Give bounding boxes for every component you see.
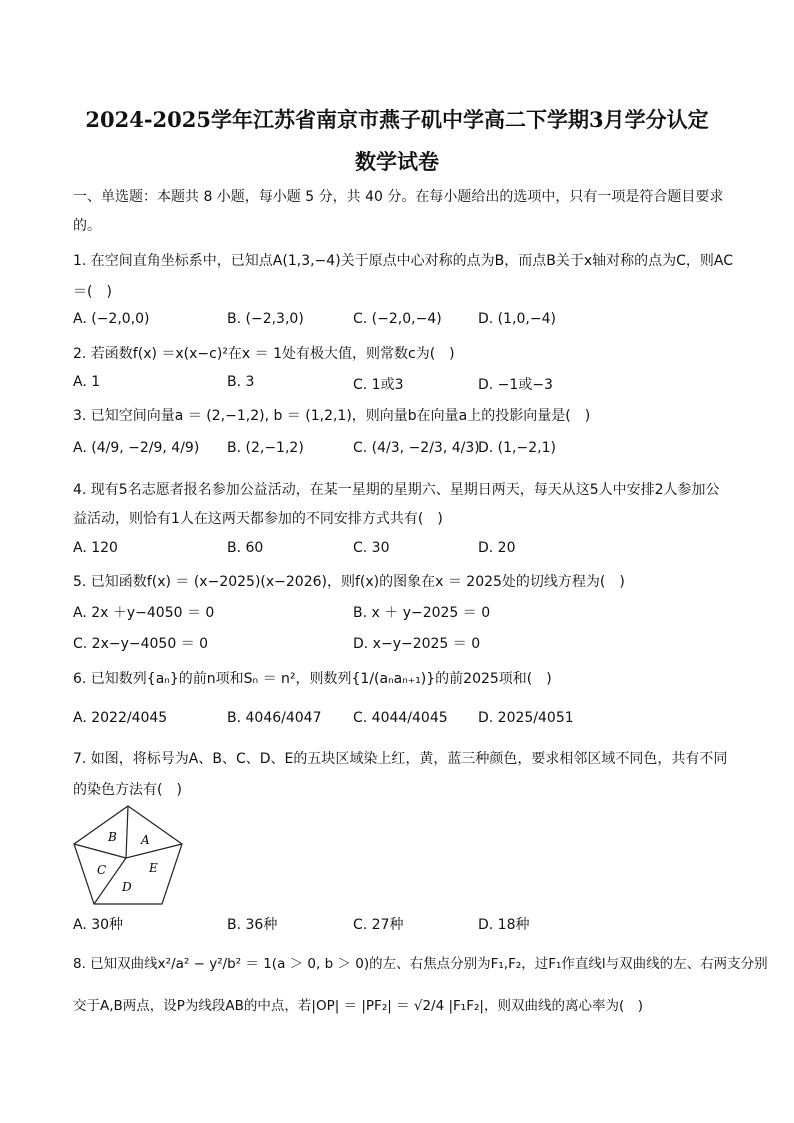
question-1-option-c[interactable]: C. (−2,0,−4) (353, 311, 442, 327)
question-6-option-d[interactable]: D. 2025/4051 (478, 710, 574, 726)
question-7-stem-cont: 的染色方法有( ) (73, 782, 182, 798)
question-5-option-d[interactable]: D. x−y−2025 ＝ 0 (353, 636, 481, 652)
question-6-option-b[interactable]: B. 4046/4047 (227, 710, 322, 726)
question-6-option-a[interactable]: A. 2022/4045 (73, 710, 168, 726)
question-4-stem: 4. 现有5名志愿者报名参加公益活动，在某一星期的星期六、星期日两天，每天从这5人中安排2人参加公 (73, 482, 720, 498)
question-3-option-b[interactable]: B. (2,−1,2) (227, 440, 304, 456)
question-7-stem: 7. 如图，将标号为A、B、C、D、E的五块区域染上红，黄，蓝三种颜色，要求相邻区域不同色，共有不同 (73, 751, 728, 767)
question-1-option-d[interactable]: D. (1,0,−4) (478, 311, 556, 327)
question-3-option-c[interactable]: C. (4/3, −2/3, 4/3) (353, 440, 480, 456)
region-label-b: B (108, 830, 117, 844)
question-5-option-b[interactable]: B. x ＋ y−2025 ＝ 0 (353, 605, 491, 621)
question-1-stem-cont: ＝( ) (73, 284, 112, 300)
question-2-option-c[interactable]: C. 1或3 (353, 377, 404, 393)
question-8-stem: 8. 已知双曲线x²/a² − y²/b² ＝ 1(a ＞ 0, b ＞ 0)的左、右焦点分别为F₁,F₂，过F₁作直线l与双曲线的左、右两支分别 (73, 956, 768, 972)
question-3-stem: 3. 已知空间向量a ＝ (2,−1,2), b ＝ (1,2,1)，则向量b在向量a上的投影向量是( ) (73, 408, 591, 424)
question-8-stem-cont: 交于A,B两点，设P为线段AB的中点，若|OP| ＝ |PF₂| ＝ √2/4 |F₁F₂|，则双曲线的离心率为( ) (73, 998, 643, 1014)
question-1-stem: 1. 在空间直角坐标系中，已知点A(1,3,−4)关于原点中心对称的点为B，而点B关于x轴对称的点为C，则AC (73, 253, 734, 269)
question-3-option-d[interactable]: D. (1,−2,1) (478, 440, 556, 456)
question-5-option-a[interactable]: A. 2x ＋y−4050 ＝ 0 (73, 605, 215, 621)
region-label-c: C (97, 863, 107, 877)
question-5-stem: 5. 已知函数f(x) ＝ (x−2025)(x−2026)，则f(x)的图象在x ＝ 2025处的切线方程为( ) (73, 574, 625, 590)
question-7-option-b[interactable]: B. 36种 (227, 917, 278, 933)
region-label-d: D (122, 880, 132, 894)
question-7-option-d[interactable]: D. 18种 (478, 917, 530, 933)
section-heading-cont: 的。 (73, 218, 101, 234)
region-label-e: E (149, 861, 158, 875)
page-subtitle: 数学试卷 (355, 149, 439, 174)
question-4-option-b[interactable]: B. 60 (227, 540, 264, 556)
question-2-option-a[interactable]: A. 1 (73, 374, 101, 390)
question-4-option-c[interactable]: C. 30 (353, 540, 390, 556)
region-label-a: A (141, 833, 150, 847)
question-1-option-b[interactable]: B. (−2,3,0) (227, 311, 304, 327)
question-5-option-c[interactable]: C. 2x−y−4050 ＝ 0 (73, 636, 209, 652)
page-title: 2024-2025学年江苏省南京市燕子矶中学高二下学期3月学分认定 (85, 107, 709, 132)
section-heading: 一、单选题：本题共 8 小题，每小题 5 分，共 40 分。在每小题给出的选项中，只有一项是符合题目要求 (73, 189, 724, 205)
question-6-option-c[interactable]: C. 4044/4045 (353, 710, 448, 726)
pentagon-figure (70, 802, 186, 908)
question-4-option-a[interactable]: A. 120 (73, 540, 118, 556)
question-7-option-a[interactable]: A. 30种 (73, 917, 124, 933)
question-1-option-a[interactable]: A. (−2,0,0) (73, 311, 150, 327)
question-3-option-a[interactable]: A. (4/9, −2/9, 4/9) (73, 440, 200, 456)
question-2-option-d[interactable]: D. −1或−3 (478, 377, 553, 393)
question-4-stem-cont: 益活动，则恰有1人在这两天都参加的不同安排方式共有( ) (73, 511, 443, 527)
question-7-option-c[interactable]: C. 27种 (353, 917, 404, 933)
question-2-option-b[interactable]: B. 3 (227, 374, 255, 390)
question-2-stem: 2. 若函数f(x) ＝x(x−c)²在x ＝ 1处有极大值，则常数c为( ) (73, 346, 455, 362)
question-4-option-d[interactable]: D. 20 (478, 540, 516, 556)
question-6-stem: 6. 已知数列{aₙ}的前n项和Sₙ ＝ n²，则数列{1/(aₙaₙ₊₁)}的前2025项和( ) (73, 671, 552, 687)
